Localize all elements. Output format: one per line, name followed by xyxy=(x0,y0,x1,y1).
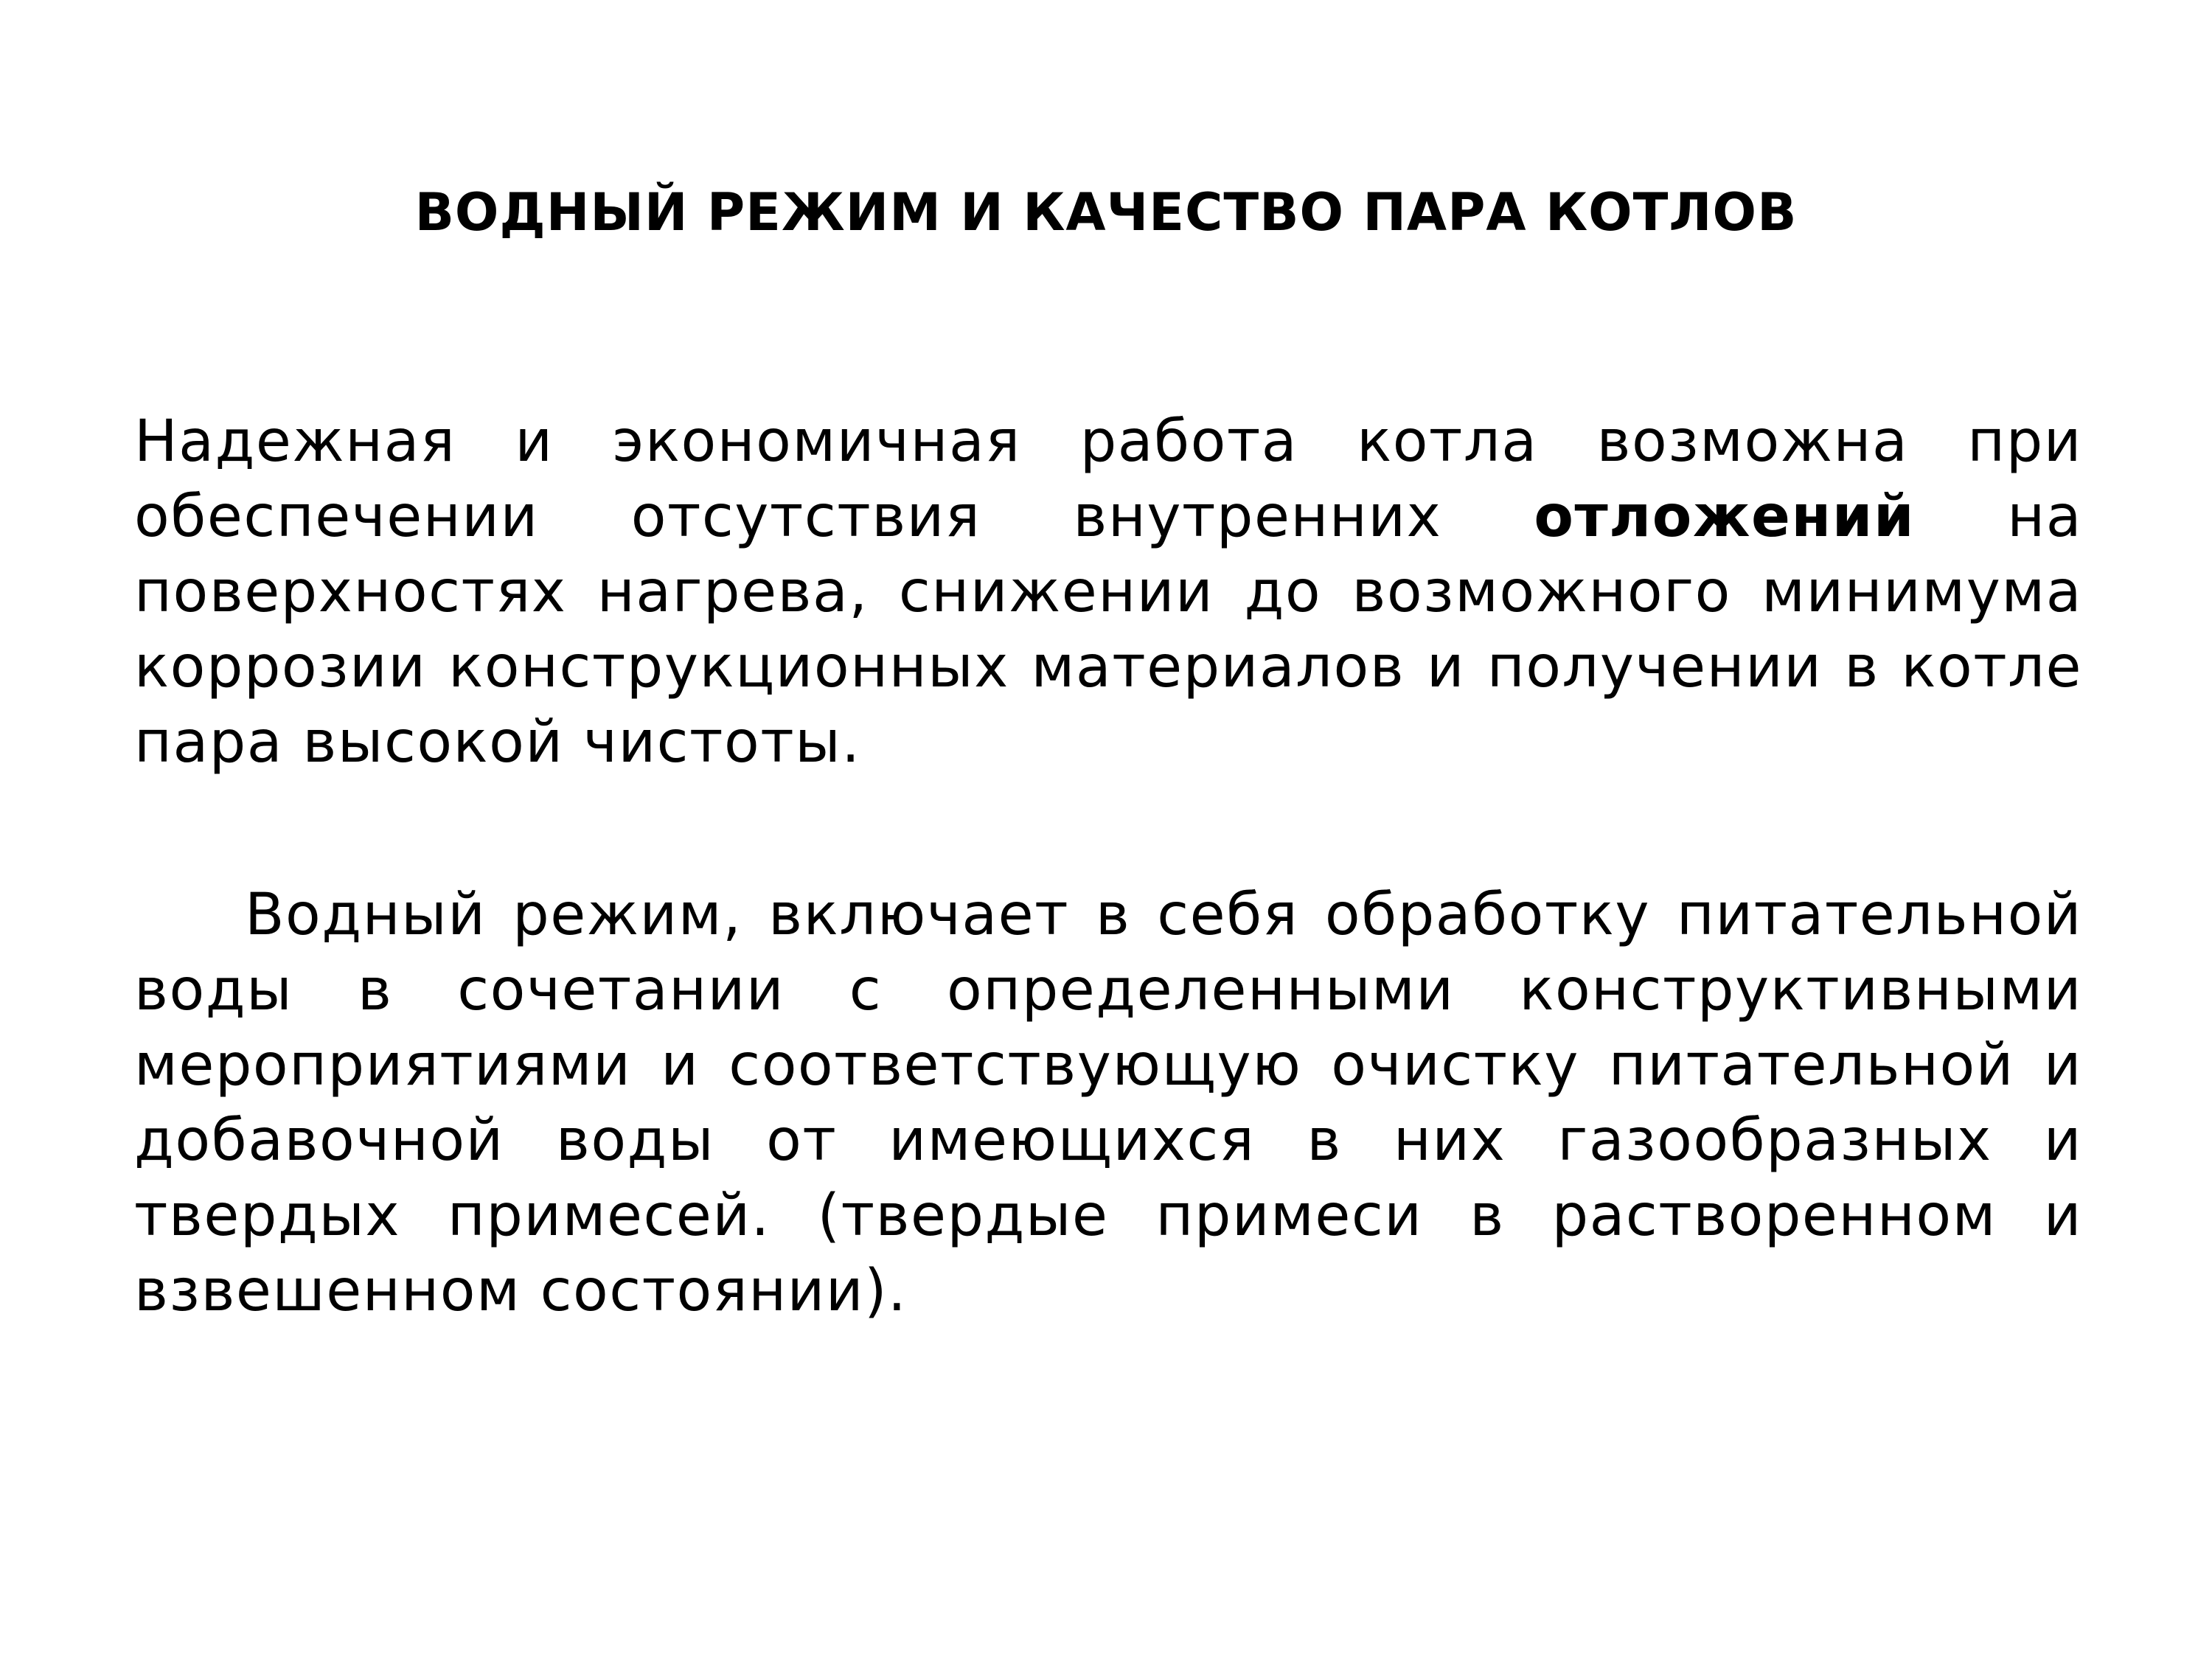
paragraph-water-regime: Водный режим, включает в себя обработку питательной воды в сочетании с определенными конструктивными мероприятиями и соответствующую очистку питательной и добавочной воды от имеющихся в них газообразных и твердых примесей. (твердые примеси в растворенном и взвешенном состоянии). xyxy=(134,882,2082,1324)
paragraph1-text-end: на поверхностях нагрева, снижении до возможного минимума коррозии конструкционных материалов и получении в котле пара высокой чистоты. xyxy=(134,484,2082,776)
paragraph1-bold-term: отложений xyxy=(1534,484,1916,550)
slide-title: ВОДНЫЙ РЕЖИМ И КАЧЕСТВО ПАРА КОТЛОВ xyxy=(414,182,1798,243)
paragraph-reliable-operation xyxy=(134,404,2082,780)
paragraph1-text-start: Надежная и экономичная работа котла возможна при обеспечении отсутствия внутренних xyxy=(134,408,2082,550)
